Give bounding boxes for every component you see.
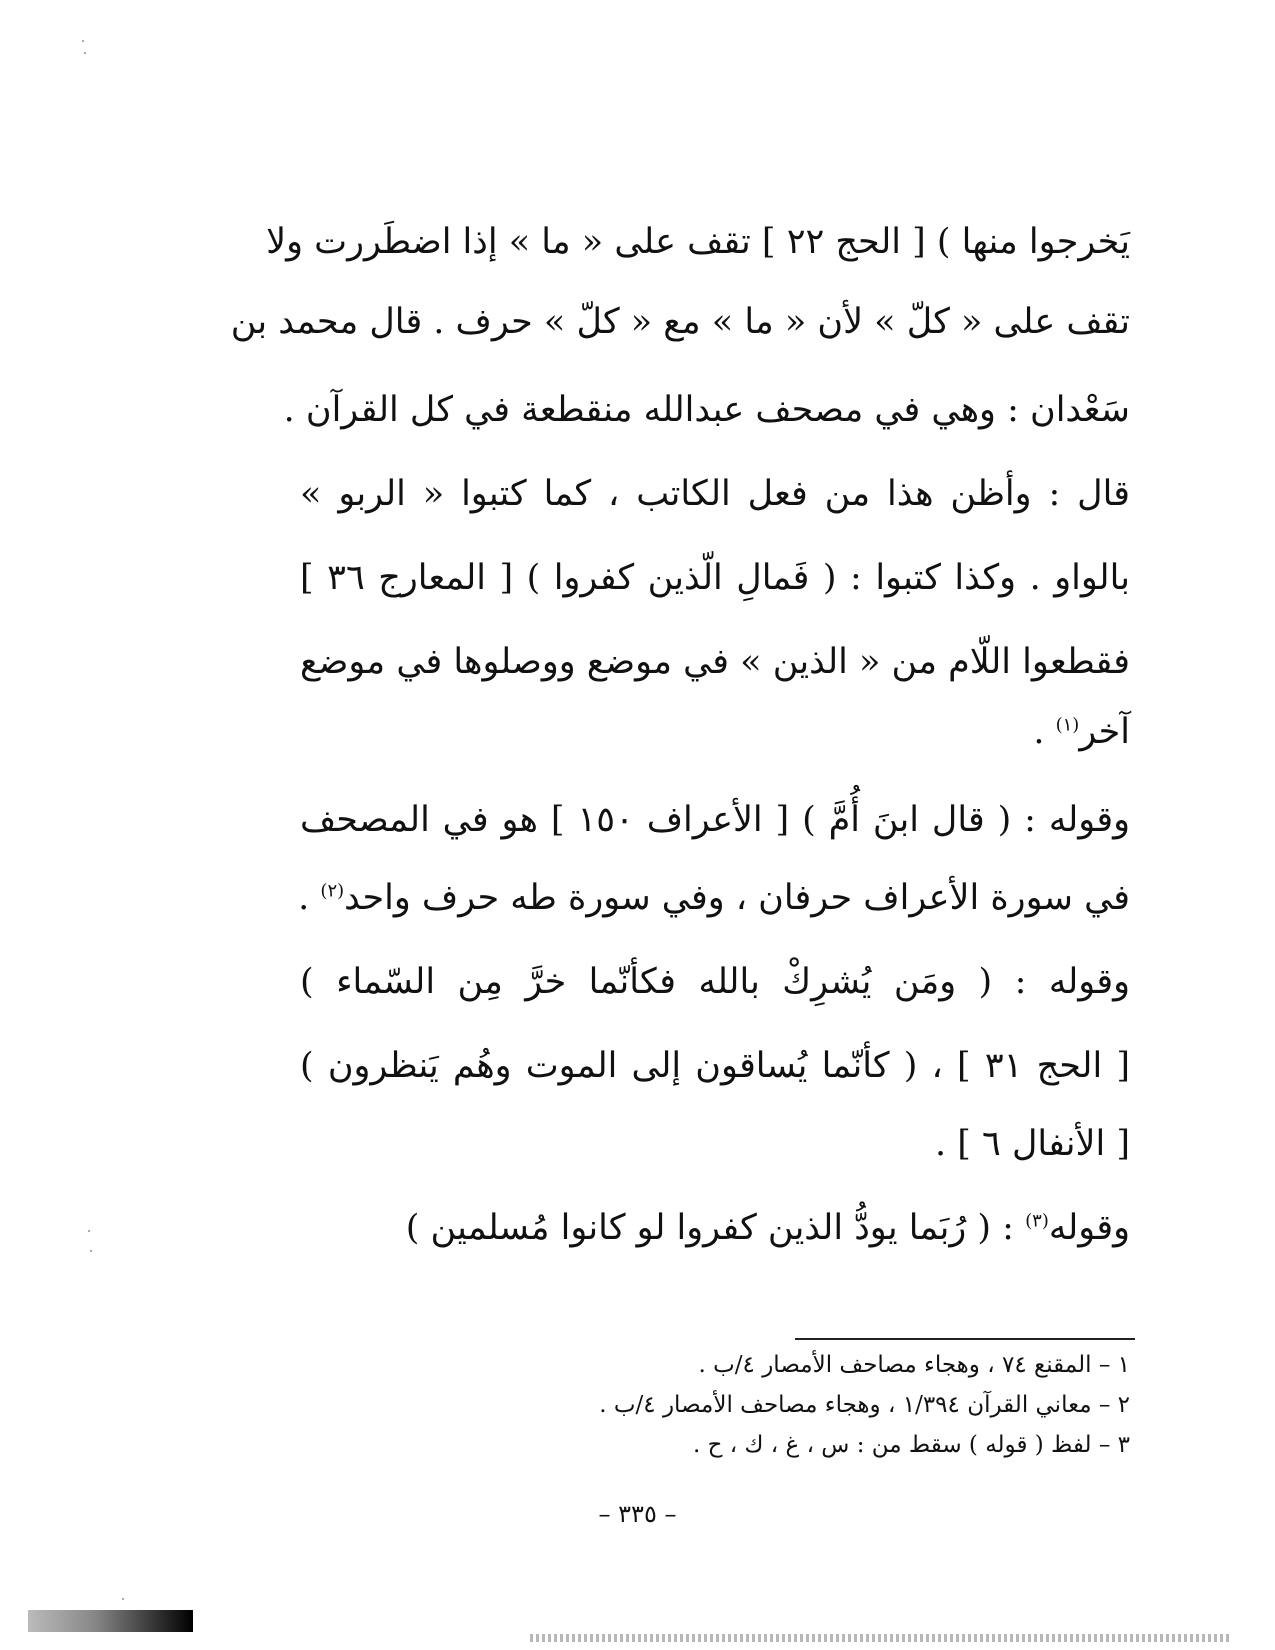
scan-artifact — [530, 1634, 1230, 1642]
scan-speck — [90, 1250, 92, 1252]
text-fragment: . — [1033, 712, 1045, 752]
scan-artifact — [28, 1610, 193, 1632]
text-fragment: وقوله — [1048, 1208, 1130, 1248]
text-line: [ الأنفال ٦ ] . — [935, 1124, 1130, 1164]
text-line: تقف على « كلّ » لأن « ما » مع « كلّ » حرف . قال محمد بن — [230, 302, 1130, 342]
footnote-mark: (١) — [1055, 714, 1080, 736]
page-number: – ٣٣٥ – — [598, 1500, 677, 1528]
footnote-item: ٣ – لفظ ( قوله ) سقط من : س ، غ ، ك ، ح . — [693, 1432, 1130, 1458]
footnote-mark: (٣) — [1025, 1210, 1049, 1232]
text-line: وقوله : ( قال ابنَ أُمَّ ) [ الأعراف ١٥٠ ] هو في المصحف — [300, 800, 1130, 840]
text-line: قال : وأظن هذا من فعل الكاتب ، كما كتبوا « الربو » — [300, 474, 1130, 514]
text-line — [300, 1208, 1130, 1248]
text-line: يَخرجوا منها ) [ الحج ٢٢ ] تقف على « ما » إذا اضطَررت ولا — [266, 222, 1130, 262]
text-line: فقطعوا اللّام من « الذين » في موضع ووصلوها في موضع — [300, 642, 1130, 682]
text-fragment: . — [298, 878, 310, 918]
scan-speck — [122, 1598, 124, 1600]
footnote-item: ٢ – معاني القرآن ١/٣٩٤ ، وهجاء مصاحف الأمصار ٤/ب . — [599, 1392, 1130, 1418]
text-line: وقوله : ( ومَن يُشرِكْ بالله فكأنّما خرَّ مِن السّماء ) — [300, 962, 1130, 1002]
text-fragment: في سورة الأعراف حرفان ، وفي سورة طه حرف واحد — [344, 878, 1130, 918]
footnote-separator — [795, 1338, 1135, 1340]
scan-speck — [82, 40, 84, 42]
text-line — [300, 712, 1130, 752]
footnote-mark: (٢) — [320, 880, 345, 902]
text-fragment: : ( رُبَما يودُّ الذين كفروا لو كانوا مُسلمين ) — [405, 1208, 1014, 1248]
text-line: سَعْدان : وهي في مصحف عبدالله منقطعة في كل القرآن . — [283, 390, 1130, 430]
footnote-item: ١ – المقنع ٧٤ ، وهجاء مصاحف الأمصار ٤/ب . — [698, 1352, 1130, 1378]
text-line — [300, 878, 1130, 918]
scan-speck — [88, 1230, 90, 1232]
text-fragment: آخر — [1079, 712, 1130, 752]
scan-speck — [84, 52, 86, 54]
text-line: [ الحج ٣١ ] ، ( كأنّما يُساقون إلى الموت وهُم يَنظرون ) — [300, 1046, 1130, 1086]
text-line: بالواو . وكذا كتبوا : ( فَمالِ الّذين كفروا ) [ المعارج ٣٦ ] — [300, 558, 1131, 598]
